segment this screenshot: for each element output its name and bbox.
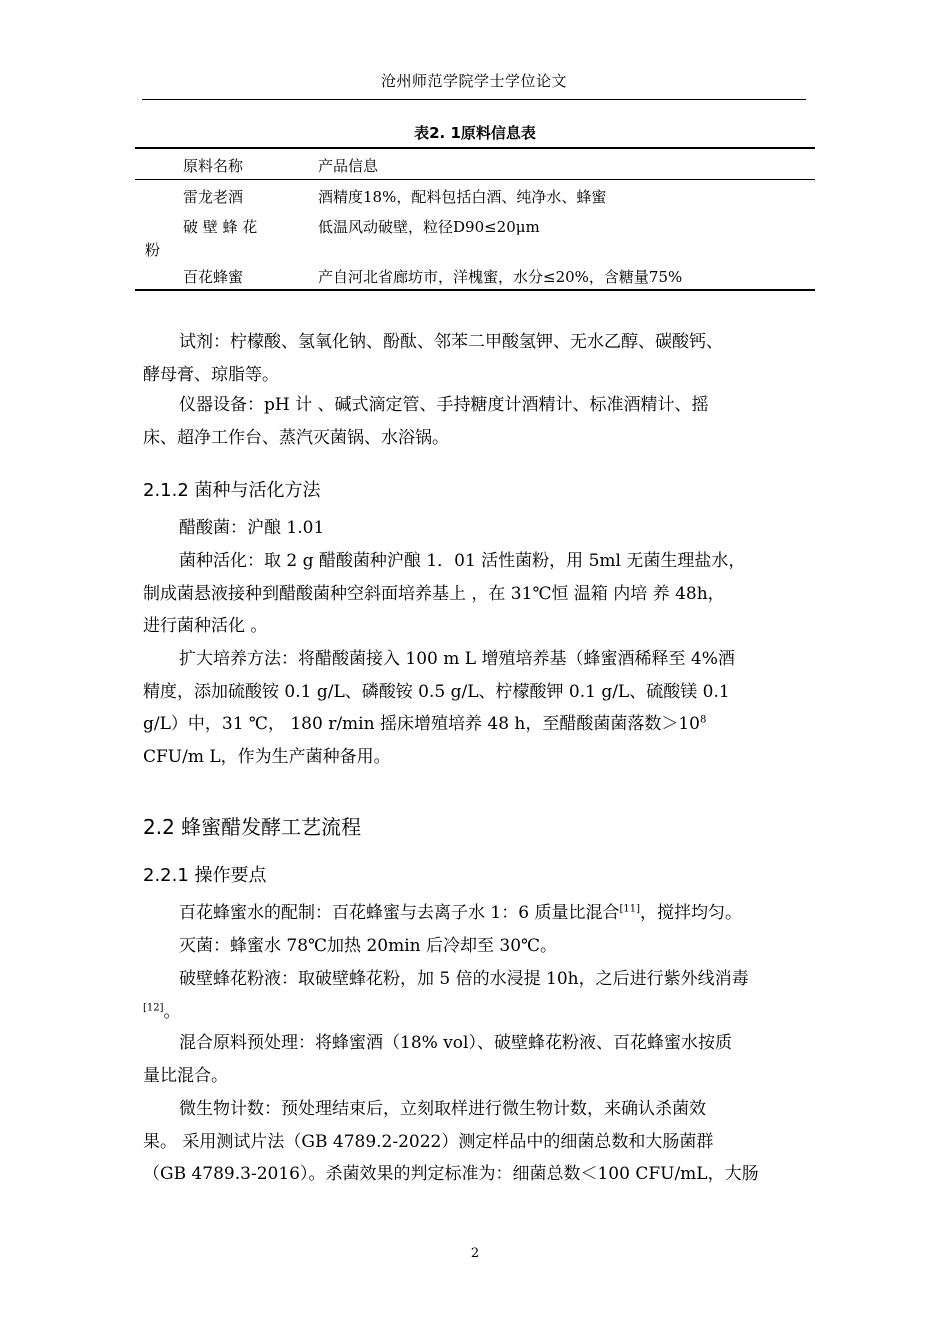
table-header-name: 原料名称 [183, 157, 244, 175]
running-header: 沧州师范学院学士学位论文 [380, 72, 567, 90]
table-row-3-name: 百花蜂蜜 [183, 268, 244, 286]
page-number: 2 [470, 1246, 480, 1261]
text-line: 精度，添加硫酸铵 0.1 g/L、磷酸铵 0.5 g/L、柠檬酸钾 0.1 g/L、硫酸镁 0.1 [143, 681, 730, 702]
paragraph-reagents [143, 326, 807, 391]
text-line: 试剂：柠檬酸、氢氧化钠、酚酞、邻苯二甲酸氢钾、无水乙醇、碳酸钙、 [179, 332, 723, 352]
text-line: 混合原料预处理：将蜂蜜酒（18% vol）、破壁蜂花粉液、百花蜂蜜水按质 [179, 1033, 732, 1053]
text-line: 量比混合。 [143, 1065, 228, 1086]
citation-12: [12] [143, 1001, 164, 1013]
section-heading-2-2: 2.2 蜂蜜醋发酵工艺流程 [143, 815, 362, 839]
table-top-rule [135, 147, 815, 149]
text-line: CFU/m L，作为生产菌种备用。 [143, 746, 391, 767]
table-row-2-name: 破 壁 蜂 花 [183, 218, 258, 236]
table-row-1-name: 雷龙老酒 [183, 188, 244, 206]
paragraph-mixing [143, 1027, 807, 1092]
paragraph-microbe [143, 1093, 807, 1191]
text-run: 百花蜂蜜水的配制：百花蜂蜜与去离子水 1：6 质量比混合 [179, 903, 620, 923]
text-line: 扩大培养方法：将醋酸菌接入 100 m L 增殖培养基（蜂蜜酒稀释至 4%酒 [179, 649, 735, 669]
text-run: ，搅拌均匀。 [639, 903, 742, 923]
text-line: 制成菌悬液接种到醋酸菌种空斜面培养基上 ，在 31℃恒 温箱 内培 养 48h， [143, 583, 725, 604]
text-line: 醋酸菌：沪酿 1.01 [179, 518, 325, 538]
section-heading-2-2-1: 2.2.1 操作要点 [143, 865, 267, 886]
paragraph-strain [143, 512, 807, 545]
paragraph-expansion [143, 643, 807, 773]
table-row-3-info: 产自河北省廊坊市，洋槐蜜，水分≤20%，含糖量75% [318, 268, 683, 286]
paragraph-pollen [143, 963, 807, 1028]
superscript-exponent: 8 [700, 714, 707, 726]
table-caption: 表2. 1原料信息表 [414, 124, 536, 142]
text-line: 进行菌种活化 。 [143, 616, 268, 636]
paragraph-sterilize [143, 930, 807, 963]
table-header-info: 产品信息 [318, 157, 379, 175]
text-line: 菌种活化：取 2 g 醋酸菌种沪酿 1．01 活性菌粉，用 5ml 无菌生理盐水， [179, 551, 746, 571]
table-bottom-rule [135, 289, 815, 291]
text-line: 微生物计数：预处理结束后，立刻取样进行微生物计数，来确认杀菌效 [179, 1099, 706, 1119]
text-run: g/L）中，31 ℃， 180 r/min 摇床增殖培养 48 h，至醋酸菌菌落数＞10 [143, 714, 700, 734]
table-header-rule [135, 179, 815, 180]
paragraph-activation [143, 545, 807, 643]
text-line: 破壁蜂花粉液：取破壁蜂花粉，加 5 倍的水浸提 10h，之后进行紫外线消毒 [179, 969, 749, 989]
text-line: 仪器设备：pH 计 、碱式滴定管、手持糖度计酒精计、标准酒精计、摇 [179, 395, 709, 415]
section-heading-2-1-2: 2.1.2 菌种与活化方法 [143, 480, 321, 501]
table-row-2-info: 低温风动破壁，粒径D90≤20μm [318, 218, 540, 236]
text-run: 。 [163, 1001, 181, 1022]
paragraph-equipment [143, 389, 807, 454]
header-rule [142, 99, 806, 100]
text-line: （GB 4789.3-2016）。杀菌效果的判定标准为：细菌总数＜100 CFU/mL，大肠 [143, 1164, 759, 1184]
text-line: 床、超净工作台、蒸汽灭菌锅、水浴锅。 [143, 427, 449, 448]
text-line [143, 996, 807, 1029]
paragraph-honey-water [143, 897, 807, 930]
table-row-2-name-wrap: 粉 [145, 241, 161, 259]
text-line [143, 708, 807, 741]
citation-11: [11] [619, 903, 640, 915]
text-line [143, 897, 807, 930]
text-line: 果。 采用测试片法（GB 4789.2-2022）测定样品中的细菌总数和大肠菌群 [143, 1131, 714, 1152]
text-line: 酵母膏、琼脂等。 [143, 364, 279, 385]
table-row-1-info: 酒精度18%，配料包括白酒、纯净水、蜂蜜 [318, 188, 607, 206]
text-line: 灭菌：蜂蜜水 78℃加热 20min 后冷却至 30℃。 [179, 936, 558, 956]
